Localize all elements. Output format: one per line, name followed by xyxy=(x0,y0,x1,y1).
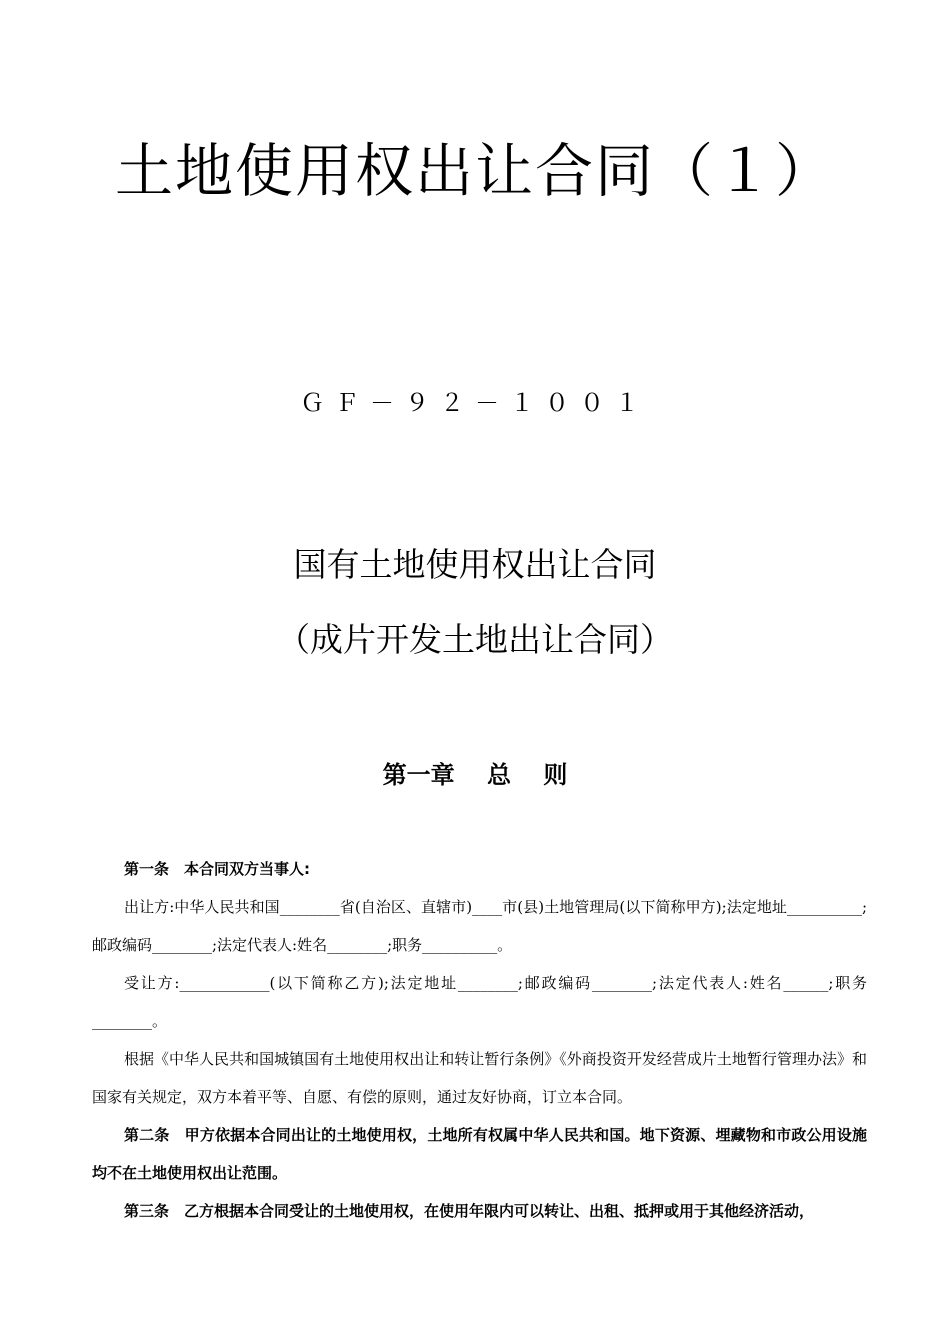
article-1-heading: 第一条 本合同双方当事人: xyxy=(124,860,310,878)
document-title: 土地使用权出让合同（１） xyxy=(114,137,835,205)
article-1-transferor: 出让方:中华人民共和国________省(自治区、直辖市)____市(县)土地管理局(以下简称甲方);法定地址__________;邮政编码________;法定代表人:姓名________;职务__________。 xyxy=(92,898,867,954)
article-1-basis: 根据《中华人民共和国城镇国有土地使用权出让和转让暂行条例》《外商投资开发经营成片土地暂行管理办法》和国家有关规定，双方本着平等、自愿、有偿的原则，通过友好协商，订立本合同。 xyxy=(92,1050,867,1106)
contract-code: ＧＦ－９２－１００１ xyxy=(300,389,650,417)
chapter-heading: 第一章 总 则 xyxy=(382,761,568,789)
article-1-transferee: 受让方:____________(以下简称乙方);法定地址________;邮政编码________;法定代表人:姓名______;职务________。 xyxy=(92,974,867,1030)
contract-subtitle-parenthetical: （成片开发土地出让合同） xyxy=(277,620,673,659)
article-3: 第三条 乙方根据本合同受让的土地使用权，在使用年限内可以转让、出租、抵押或用于其他经济活动， xyxy=(124,1202,815,1220)
contract-body xyxy=(92,850,867,1230)
contract-subtitle: 国有土地使用权出让合同 xyxy=(293,545,657,584)
article-2: 第二条 甲方依据本合同出让的土地使用权，土地所有权属中华人民共和国。地下资源、埋藏物和市政公用设施均不在土地使用权出让范围。 xyxy=(92,1126,867,1182)
